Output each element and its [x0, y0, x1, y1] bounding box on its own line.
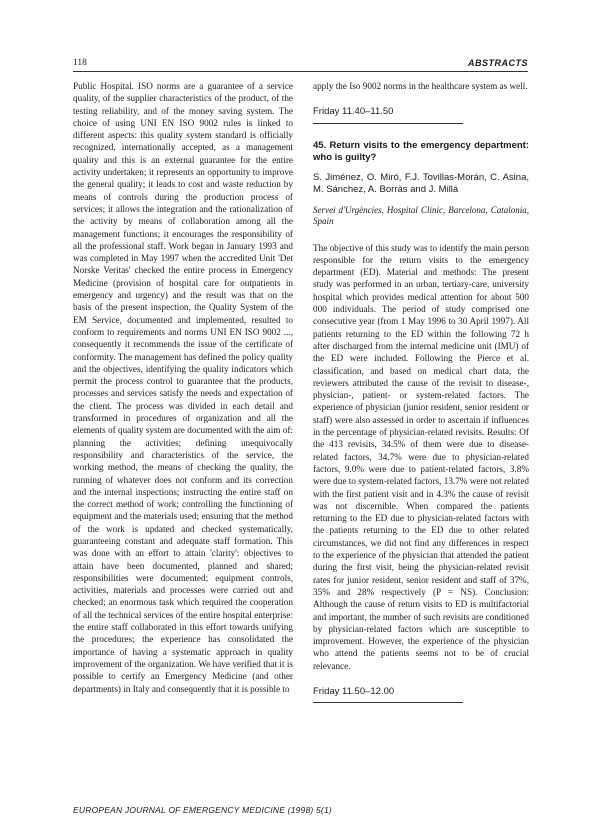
abstract-authors: S. Jiménez, O. Miró, F.J. Tovillas-Morán, C. Asina, M. Sánchez, A. Borràs and J. Millá: [313, 171, 529, 196]
intro-text: apply the Iso 9002 norms in the healthcare system as well.: [313, 81, 528, 91]
abstract-affiliation: Servei d'Urgències, Hospital Clínic, Barcelona, Catalonia, Spain: [313, 204, 529, 227]
abstract-body: The objective of this study was to identify the main person responsible for the return visits to the emergency department (ED). Material and methods: The present study was performed in an urban, tertiary-care, university hospital which provides medical attention for about 500 000 individuals. The period of study comprised one consecutive year (from 1 May 1996 to 30 April 1997). All patients returning to the ED within the following 72 h after discharged from the internal medicine unit (IMU) of the ED were included. Following the Pierce et al. classification, and based on medical chart data, the reviewers attributed the cause of the revisit to disease-, physician-, patient- or system-related factors. The experience of physician (junior resident, senior resident or staff) were also assessed in order to ascertain if influences in the percentage of physician-related revisits. Results: Of the 413 revisits, 34.5% of them were due to disease-related factors, 34.7% were due to physician-related factors, 9.0% were due to patient-related factors, 3.8% were due to system-related factors, 13.7% were not related with the first patient visit and in 4.3% the cause of revisit was not discernible. When compared the patients returning to the ED due to physician-related factors with the patients returning to the ED due to other related circumstances, we did not find any differences in respect to the experience of the physician that attended the patient during the first visit, being the physician-related revisit rates for junior resident, senior resident and staff of 37%, 35% and 28% respectively (P = NS). Conclusion: Although the cause of return visits to ED is multifactorial and important, the number of such revisits are conditioned by physician-related factors which are susceptible to improvement. However, the experience of the physician who attend the patients seems not to be of crucial relevance.: [313, 242, 529, 671]
left-column: [73, 80, 293, 695]
right-column: [313, 80, 529, 713]
session-time-1: Friday 11.40–11.50: [313, 106, 394, 118]
session-time-2: Friday 11.50–12.00: [313, 685, 395, 697]
session-divider-2: [313, 702, 463, 703]
session-divider-1: [313, 123, 463, 124]
section-title: ABSTRACTS: [468, 58, 528, 68]
journal-footer: EUROPEAN JOURNAL OF EMERGENCY MEDICINE (1998) 5(1): [73, 805, 332, 815]
left-column-text: Public Hospital. ISO norms are a guarantee of a service quality, of the supplier characteristics of the product, of the testing reliability, and of the money saving system. The choice of using UNI EN ISO 9002 rules is linked to different aspects: this quality system standard is officially recognized, internationally accepted, as a management quality and this is an external guarantee for the entire activity undertaken; it represents an opportunity to improve the general quality; it leads to cost and waste reduction by means of controls during the production process of services; it allows the integration and the rationalization of the activity by means of collaboration among all the management functions; it encourages the responsibility of all the professional staff. Work began in January 1993 and was completed in May 1997 when the accredited Unit 'Det Norske Veritas' checked the entire process in Emergency Medicine (provision of hospital care for outpatients in emergency and urgency) and the result was that on the basis of the present inspection, the Quality System of the EM Service, documented and implemented, resulted to conform to requirements and norms UNI EN ISO 9002 ..., consequently it recommends the issue of the certificate of conformity. The management has defined the policy quality and the objectives, identifying the quality indicators which permit the process control to guarantee that the products, processes and services satisfy the needs and expectation of the client. The process was divided in each detail and transformed in procedures of organization and all the elements of quality system are documented with the aim of: planning the activities; defining unequivocally responsibility and characteristics of the service, the working method, the means of checking the quality, the running of whatever does not conform and its correction and the internal inspections; instructing the entire staff on the correct method of work; controlling the functioning of equipment and the materials used; ensuring that the method of the work is updated and checked systematically, guaranteeing constant and adequate staff formation. This was done with an effort to attain 'clarity': objectives to attain have been documented, planned and shared; responsibilities were documented; equipment controls, activities, materials and processes were carried out and checked; an enormous task which required the cooperation of all the technical services of the entire hospital enterprise: the entire staff collaborated in this effort towards unifying the procedures; the experience has consolidated the importance of having a systematic approach in quality improvement of the organization. We have verified that it is possible to certify an Emergency Medicine (and other departments) in Italy and consequently that it is possible to: [73, 81, 293, 694]
page-number: 118: [73, 58, 87, 68]
header-divider: [73, 71, 528, 72]
abstract-title: 45. Return visits to the emergency department: who is guilty?: [313, 139, 529, 163]
